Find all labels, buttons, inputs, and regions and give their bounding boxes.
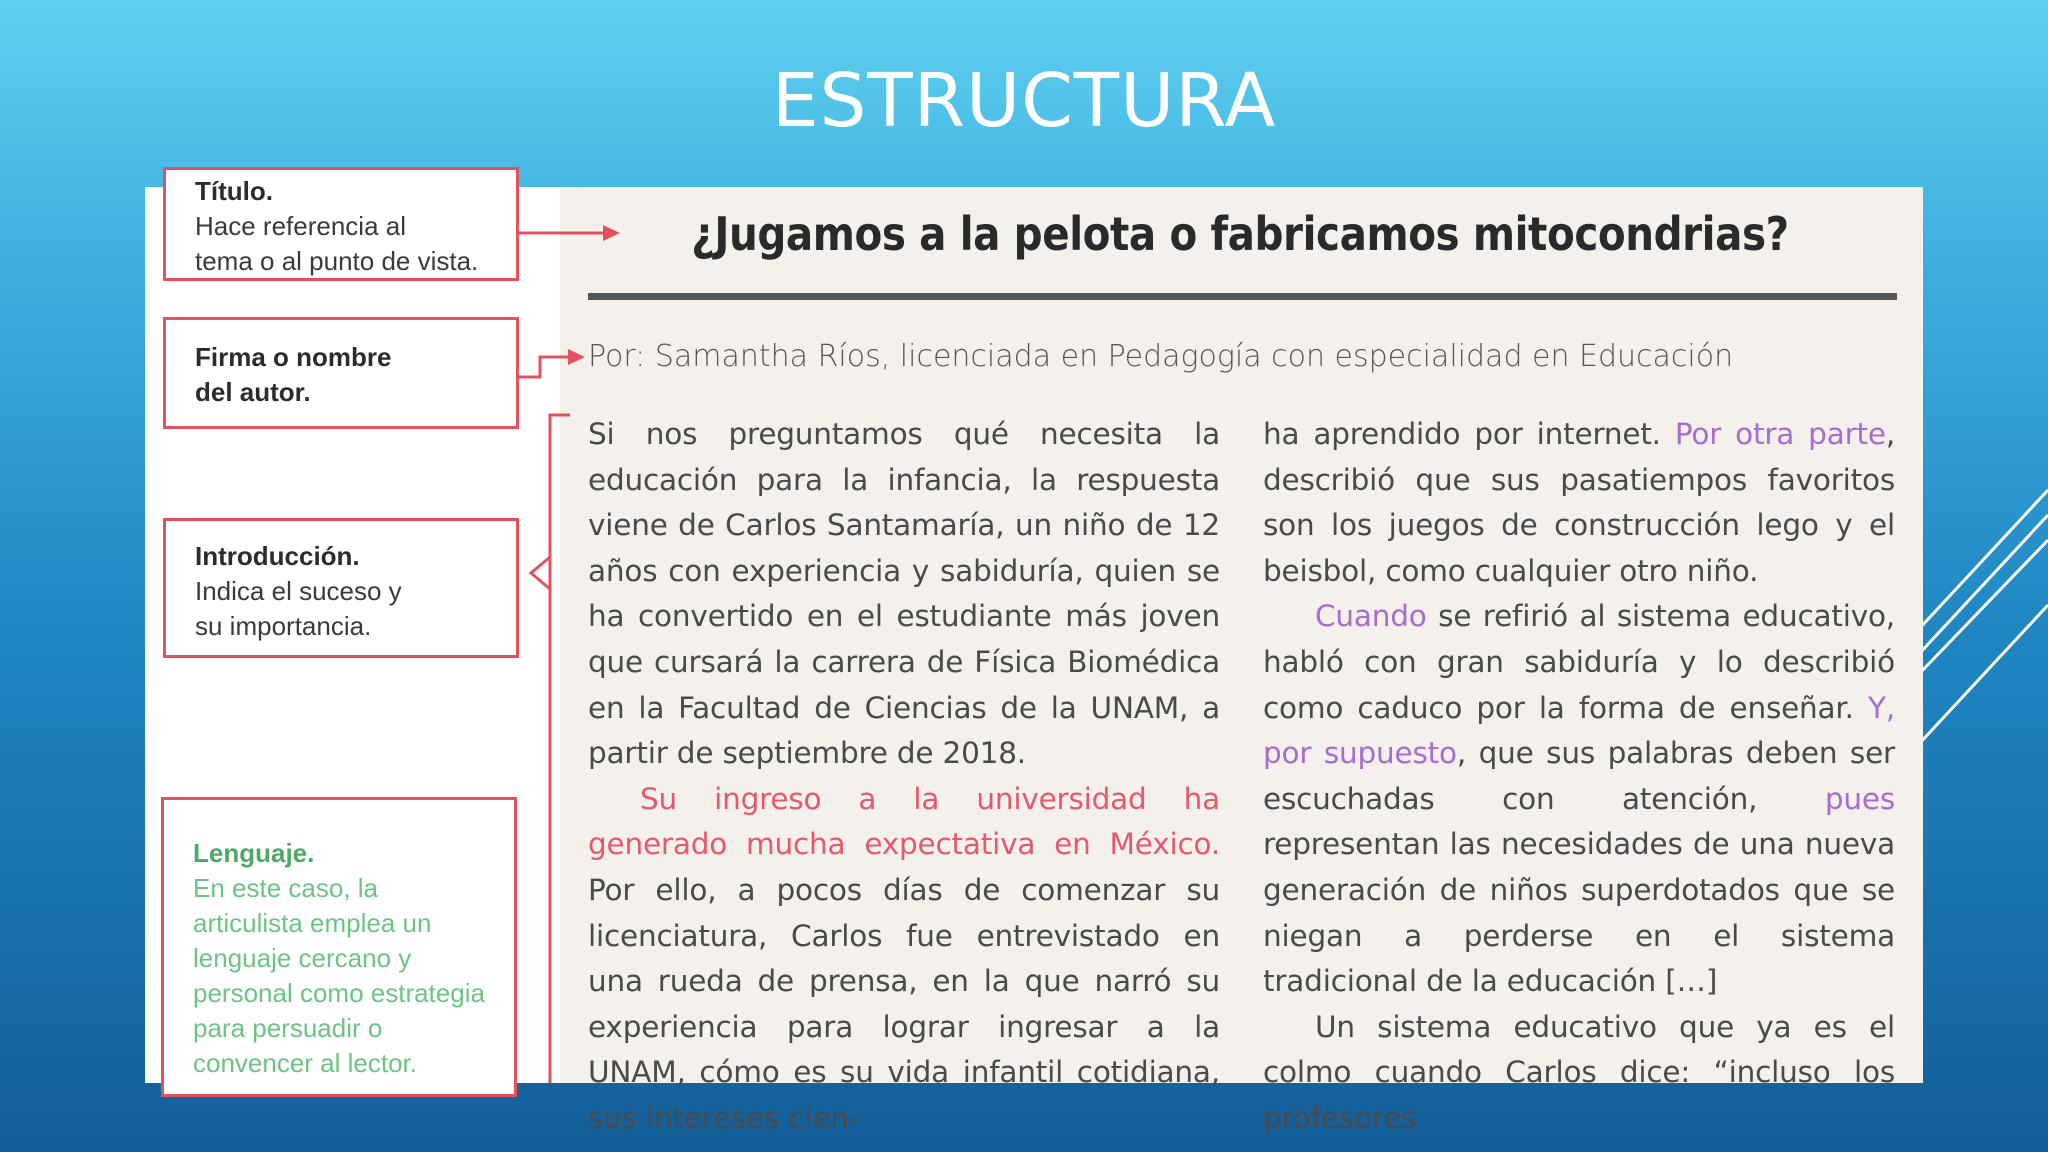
paragraph-text: ha aprendido por internet.: [1263, 417, 1675, 451]
highlighted-sentence: Su ingreso a la universidad ha generado mucha expectativa en México.: [588, 781, 1220, 862]
paragraph-text: se refirió al sistema educativo, habló con gran sabiduría y lo describió como caduco por la forma de enseñar.: [1263, 599, 1895, 725]
content-panel: [145, 176, 1923, 1135]
annotation-author-box: [163, 317, 519, 429]
annotation-author-line2: del autor.: [195, 377, 311, 407]
decorative-lines: [1918, 480, 2048, 760]
annotation-language-label: Lenguaje.: [193, 838, 315, 868]
annotation-title-label: Título.: [195, 176, 273, 206]
connector-word: pues: [1824, 781, 1895, 816]
article-byline: Por: Samantha Ríos, licenciada en Pedagogía con especialidad en Educación: [588, 339, 1734, 374]
annotation-language-line: articulista emplea un: [193, 908, 432, 938]
article-column-2: [1263, 412, 1895, 1142]
paragraph-text: representan las necesidades de una nueva generación de niños superdotados que se niegan a perderse en el sistema tradicional de la educación […]: [1263, 827, 1895, 999]
connector-word: Por otra parte: [1674, 417, 1886, 451]
headline-rule: [588, 293, 1897, 300]
annotation-title-box: [163, 167, 519, 281]
paragraph-development: [588, 777, 1220, 1142]
annotation-intro-box: [163, 518, 519, 658]
annotation-language-line: lenguaje cercano y: [193, 943, 412, 973]
paragraph-continuation: [1263, 412, 1895, 594]
annotation-title-line1: Hace referencia al: [195, 211, 406, 241]
paragraph-introduction: Si nos preguntamos qué necesita la educación para la infancia, la respuesta viene de Carlos Santamaría, un niño de 12 años con experiencia y sabiduría, quien se ha convertido en el estudiante más joven que cursará la carrera de Física Biomédica en la Facultad de Ciencias de la UNAM, a partir de septiembre de 2018.: [588, 417, 1220, 771]
article-headline: ¿Jugamos a la pelota o fabricamos mitocondrias?: [691, 207, 1789, 261]
annotation-intro-line1: Indica el suceso y: [195, 576, 402, 606]
annotation-language-line: para persuadir o: [193, 1013, 383, 1043]
slide-title: ESTRUCTURA: [771, 58, 1277, 144]
paragraph-closing: Un sistema educativo que ya es el colmo cuando Carlos dice: “incluso los profesores: [1263, 1009, 1895, 1135]
annotation-intro-line2: su importancia.: [195, 611, 372, 641]
paragraph-text: , que sus palabras deben ser escuchadas con atención,: [1263, 736, 1895, 816]
annotation-language-box: [161, 797, 517, 1097]
paragraph-education-system: [1263, 594, 1895, 1004]
annotation-title-line2: tema o al punto de vista.: [195, 246, 479, 276]
paragraph-text: Por ello, a pocos días de comenzar su licenciatura, Carlos fue entrevistado en una rueda de prensa, en la que narró su experiencia para lograr ingresar a la UNAM, cómo es su vida infantil cotidiana, sus intereses cien-: [588, 872, 1220, 1135]
annotation-intro-label: Introducción.: [195, 541, 360, 571]
connector-word: Cuando: [1315, 599, 1427, 634]
annotation-language-line: convencer al lector.: [193, 1048, 418, 1078]
connector-word: Y, por supuesto: [1263, 690, 1895, 771]
annotation-author-line1: Firma o nombre: [195, 342, 392, 372]
annotation-language-line: En este caso, la: [193, 873, 378, 903]
annotation-language-line: personal como estrategia: [193, 978, 485, 1008]
article-column-1: [588, 412, 1220, 1142]
paragraph-text: , describió que sus pasatiempos favoritos son los juegos de construcción lego y el beisbol, como cualquier otro niño.: [1263, 417, 1895, 588]
